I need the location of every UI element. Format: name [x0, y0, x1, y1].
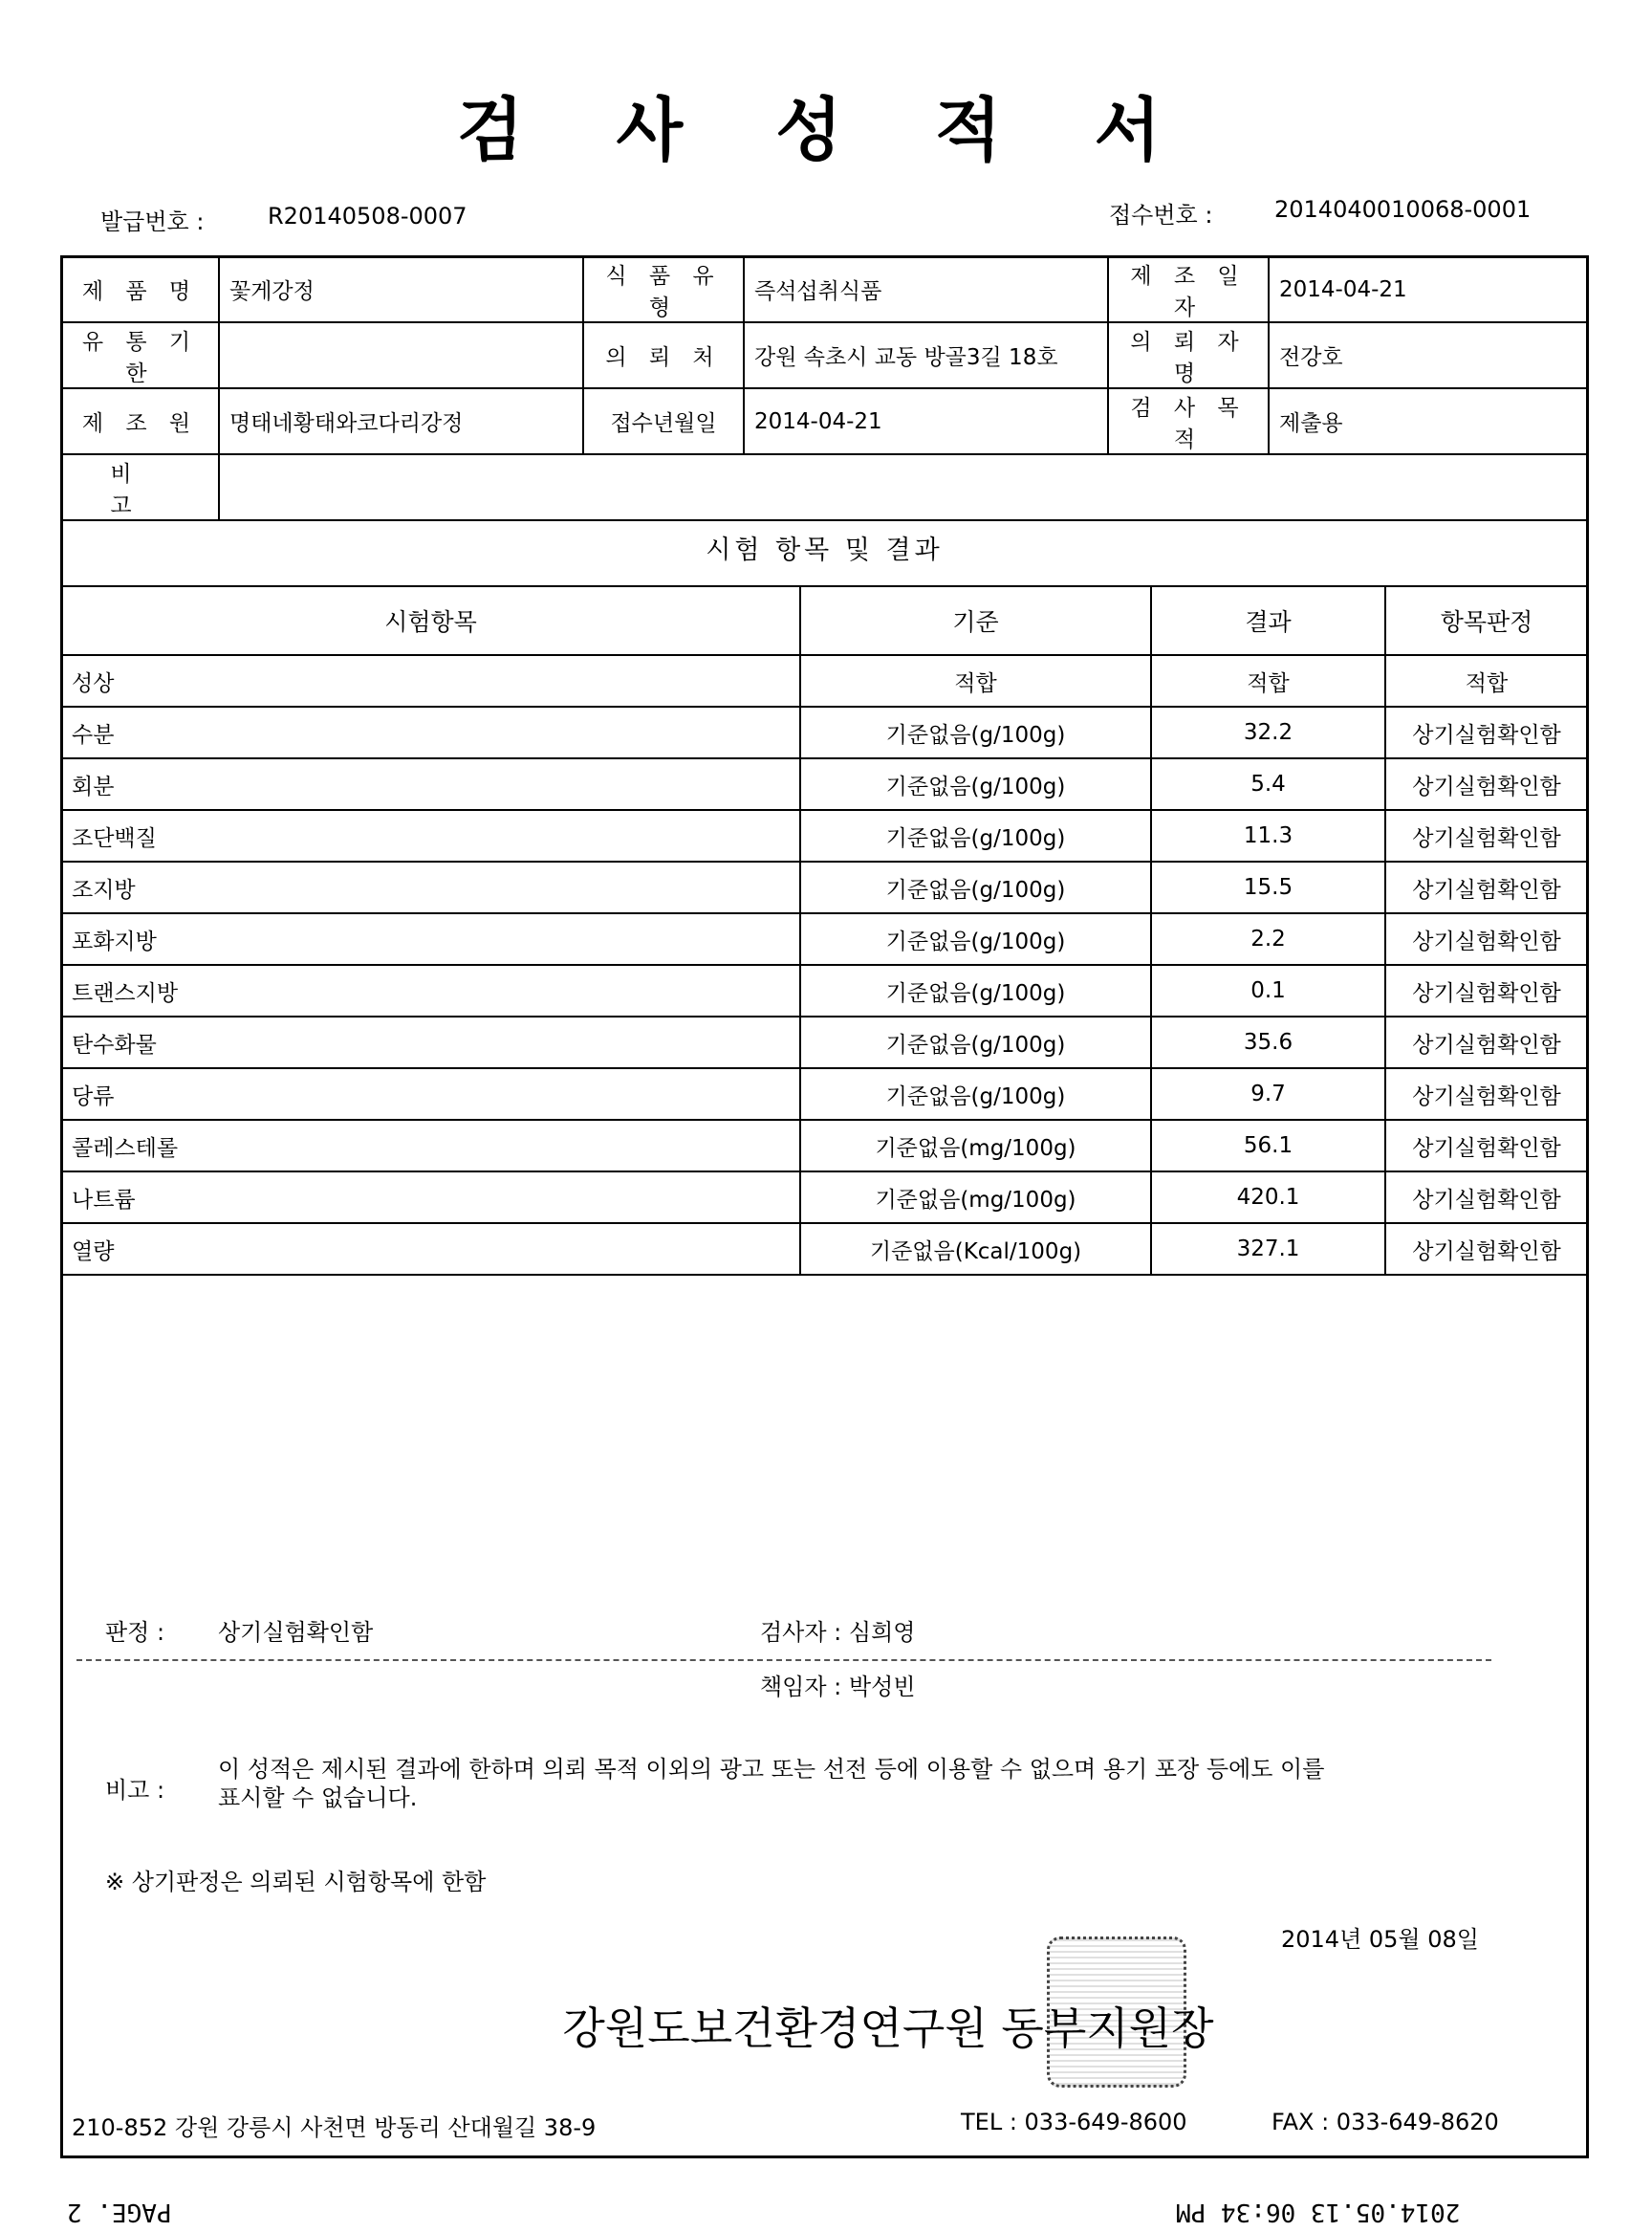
- expiry: [219, 322, 583, 388]
- judgment: 상기실험확인함: [1385, 1223, 1588, 1275]
- result-row: [61, 758, 1588, 810]
- fax-page: PAGE. 2: [67, 2198, 172, 2226]
- result-row: [61, 1017, 1588, 1068]
- standard: 기준없음(g/100g): [800, 1017, 1151, 1068]
- result-value: 420.1: [1151, 1171, 1385, 1223]
- info-label: 제 조 원: [61, 388, 219, 454]
- result-value: 2.2: [1151, 913, 1385, 965]
- test-item: 열량: [61, 1223, 800, 1275]
- result-value: 15.5: [1151, 862, 1385, 913]
- judgment-label: 판정 :: [105, 1613, 164, 1647]
- result-value: 5.4: [1151, 758, 1385, 810]
- note: ※ 상기판정은 의뢰된 시험항목에 한함: [105, 1863, 486, 1896]
- inspector: 검사자 : 심희영: [760, 1613, 915, 1647]
- judgment: 상기실험확인함: [1385, 707, 1588, 758]
- result-row: [61, 655, 1588, 707]
- test-item: 탄수화물: [61, 1017, 800, 1068]
- test-item: 당류: [61, 1068, 800, 1120]
- result-row: [61, 1068, 1588, 1120]
- result-row: [61, 1223, 1588, 1275]
- info-row: [61, 454, 1588, 520]
- judgment: 상기실험확인함: [1385, 1171, 1588, 1223]
- judgment: 상기실험확인함: [1385, 1017, 1588, 1068]
- result-row: [61, 1120, 1588, 1171]
- manufacture-date: 2014-04-21: [1269, 256, 1588, 322]
- header-standard: 기준: [800, 586, 1151, 655]
- result-row: [61, 810, 1588, 862]
- info-label: 비 고: [61, 454, 219, 520]
- receipt-number-label: 접수번호 :: [1109, 196, 1212, 230]
- standard: 기준없음(mg/100g): [800, 1120, 1151, 1171]
- header-result: 결과: [1151, 586, 1385, 655]
- address: 210-852 강원 강릉시 사천면 방동리 산대월길 38-9: [72, 2109, 596, 2142]
- issue-date: 2014년 05월 08일: [1281, 1920, 1479, 1954]
- test-item: 콜레스테롤: [61, 1120, 800, 1171]
- results-header: [61, 586, 1588, 655]
- judgment: 상기실험확인함: [1385, 913, 1588, 965]
- header-item: 시험항목: [61, 586, 800, 655]
- standard: 기준없음(Kcal/100g): [800, 1223, 1151, 1275]
- remark-line-2: 표시할 수 없습니다.: [218, 1779, 417, 1812]
- test-item: 회분: [61, 758, 800, 810]
- judgment: 상기실험확인함: [1385, 1068, 1588, 1120]
- judgment: 상기실험확인함: [1385, 965, 1588, 1017]
- header-judgment: 항목판정: [1385, 586, 1588, 655]
- requester-address: 강원 속초시 교동 방골3길 18호: [744, 322, 1108, 388]
- test-item: 조단백질: [61, 810, 800, 862]
- test-item: 수분: [61, 707, 800, 758]
- test-item: 포화지방: [61, 913, 800, 965]
- test-item: 나트륨: [61, 1171, 800, 1223]
- divider: [76, 1659, 1491, 1661]
- judgment: 상기실험확인함: [1385, 758, 1588, 810]
- standard: 기준없음(g/100g): [800, 707, 1151, 758]
- manager: 책임자 : 박성빈: [760, 1668, 915, 1701]
- result-row: [61, 1171, 1588, 1223]
- result-row: [61, 707, 1588, 758]
- standard: 기준없음(g/100g): [800, 1068, 1151, 1120]
- standard: 기준없음(g/100g): [800, 862, 1151, 913]
- standard: 기준없음(g/100g): [800, 965, 1151, 1017]
- standard: 기준없음(g/100g): [800, 810, 1151, 862]
- issue-number: R20140508-0007: [268, 203, 467, 230]
- test-item: 성상: [61, 655, 800, 707]
- info-row: [61, 388, 1588, 454]
- judgment: 상기실험확인함: [1385, 810, 1588, 862]
- standard: 기준없음(mg/100g): [800, 1171, 1151, 1223]
- result-row: [61, 862, 1588, 913]
- result-value: 56.1: [1151, 1120, 1385, 1171]
- product-name: 꽃게강정: [219, 256, 583, 322]
- standard: 기준없음(g/100g): [800, 758, 1151, 810]
- remark-line-1: 이 성적은 제시된 결과에 한하며 의뢰 목적 이외의 광고 또는 선전 등에 이용할 수 없으며 용기 포장 등에도 이를: [218, 1750, 1324, 1783]
- info-label: 식 품 유 형: [583, 256, 744, 322]
- section-title: 시험 항목 및 결과: [60, 516, 1589, 585]
- result-value: 0.1: [1151, 965, 1385, 1017]
- judgment: 상기실험확인함: [1385, 862, 1588, 913]
- result-value: 327.1: [1151, 1223, 1385, 1275]
- result-value: 32.2: [1151, 707, 1385, 758]
- receipt-date: 2014-04-21: [744, 388, 1108, 454]
- telephone: TEL : 033-649-8600: [961, 2109, 1187, 2135]
- food-type: 즉석섭취식품: [744, 256, 1108, 322]
- standard: 적합: [800, 655, 1151, 707]
- info-label: 의 뢰 처: [583, 322, 744, 388]
- test-item: 트랜스지방: [61, 965, 800, 1017]
- fax: FAX : 033-649-8620: [1272, 2109, 1499, 2135]
- receipt-number: 2014040010068-0001: [1274, 196, 1531, 223]
- issue-number-label: 발급번호 :: [100, 203, 204, 236]
- info-row: [61, 322, 1588, 388]
- result-value: 적합: [1151, 655, 1385, 707]
- standard: 기준없음(g/100g): [800, 913, 1151, 965]
- info-label: 접수년월일: [583, 388, 744, 454]
- info-label: 유 통 기 한: [61, 322, 219, 388]
- manufacturer: 명태네황태와코다리강정: [219, 388, 583, 454]
- judgment: 상기실험확인함: [1385, 1120, 1588, 1171]
- remark-label: 비고 :: [105, 1771, 164, 1805]
- info-label: 검 사 목 적: [1108, 388, 1269, 454]
- result-row: [61, 913, 1588, 965]
- results-table: [60, 585, 1589, 1276]
- organization-name: 강원도보건환경연구원 동부지원장: [0, 1994, 1652, 2057]
- info-label: 제 품 명: [61, 256, 219, 322]
- info-label: 의 뢰 자 명: [1108, 322, 1269, 388]
- remarks: [219, 454, 1588, 520]
- fax-timestamp: 2014.05.13 06:34 PM: [1176, 2198, 1460, 2226]
- test-item: 조지방: [61, 862, 800, 913]
- result-value: 11.3: [1151, 810, 1385, 862]
- info-table: [60, 255, 1589, 521]
- judgment: 적합: [1385, 655, 1588, 707]
- info-label: 제 조 일 자: [1108, 256, 1269, 322]
- result-row: [61, 965, 1588, 1017]
- result-value: 9.7: [1151, 1068, 1385, 1120]
- judgment-value: 상기실험확인함: [218, 1613, 373, 1647]
- purpose: 제출용: [1269, 388, 1588, 454]
- result-value: 35.6: [1151, 1017, 1385, 1068]
- document-title: 검 사 성 적 서: [0, 75, 1652, 174]
- info-row: [61, 256, 1588, 322]
- requester-name: 전강호: [1269, 322, 1588, 388]
